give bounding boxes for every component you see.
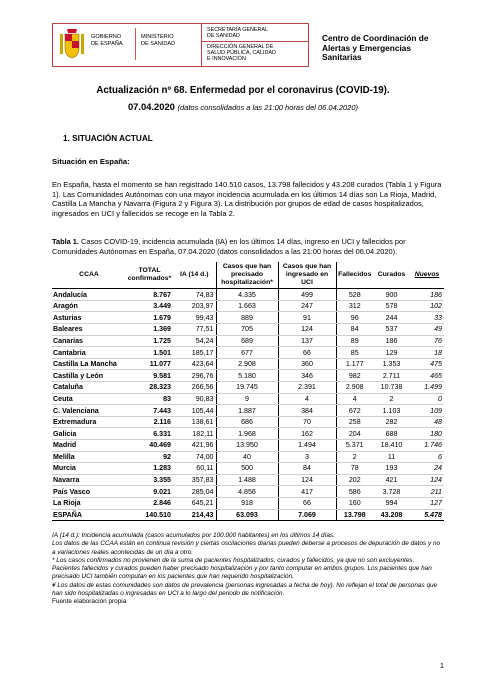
value-cell: 40.469 (126, 440, 173, 452)
value-cell: 74,83 (173, 289, 216, 301)
value-cell: 0 (410, 393, 444, 405)
value-cell: 76 (410, 335, 444, 347)
value-cell: 296,76 (173, 370, 216, 382)
summary-paragraph: En España, hasta el momento se han registrado 140.510 casos, 13.798 fallecidos y 43.208 curados (Tabla 1 y Figura 1). Las Comunidades Autónomas con una mayor incidencia acumulada en los últimos 14 días son La Rioja, Madrid, Castilla La Mancha y Navarra (Figura 2 y Figura 3). La distribución por grupos de edad de casos hospitalizados, ingresados en UCI y fallecidos se recoge en la Tabla 2. (52, 180, 442, 219)
table-row (52, 497, 444, 509)
value-cell: 186 (410, 289, 444, 301)
note: * Los casos confirmados no provienen de la suma de pacientes hospitalizados, curados y fallecidos, ya que no son excluyentes. Pacientes fallecidos y curados pueden haber precisado hospitalización y por tanto computar en ambos grupos. Los pacientes que han precisado UCI también computan en los pacientes que han requerido hospitalización. (52, 556, 432, 581)
value-cell: 11 (373, 451, 410, 463)
value-cell: 214,43 (173, 509, 216, 521)
report-date: 07.04.2020 (127, 101, 175, 112)
value-cell: 475 (410, 358, 444, 370)
value-cell: 89 (336, 335, 373, 347)
table-row (52, 428, 444, 440)
value-cell: 500 (216, 463, 278, 475)
table-caption (52, 237, 444, 256)
table-total-row (52, 509, 444, 521)
value-cell: 127 (410, 497, 444, 509)
page-number: 1 (439, 661, 444, 670)
ccaa-cell: Cantabria (52, 347, 126, 359)
value-cell: 421,96 (173, 440, 216, 452)
ccaa-cell: C. Valenciana (52, 405, 126, 417)
value-cell: 705 (216, 324, 278, 336)
value-cell: 13.950 (216, 440, 278, 452)
ccaa-cell: Baleares (52, 324, 126, 336)
value-cell: 4.335 (216, 289, 278, 301)
table-row (52, 440, 444, 452)
ccaa-cell: Castilla y León (52, 370, 126, 382)
value-cell: 60,11 (173, 463, 216, 475)
value-cell: 85 (336, 347, 373, 359)
value-cell: 645,21 (173, 497, 216, 509)
table-header-row (52, 262, 444, 289)
ccaa-cell: Murcia (52, 463, 126, 475)
table-caption-text: Casos COVID-19, incidencia acumulada (IA) en los últimos 14 días, ingreso en UCI y fallecidos por Comunidades Autónomas en España, 07.04.2020 (datos consolidados a las 21:00 horas del 06.04.2020). (52, 237, 406, 256)
value-cell: 137 (278, 335, 336, 347)
logo-divider (135, 28, 136, 60)
value-cell: 99,43 (173, 312, 216, 324)
ccaa-cell: Castilla La Mancha (52, 358, 126, 370)
value-cell: 70 (278, 416, 336, 428)
value-cell: 1.488 (216, 474, 278, 486)
value-cell: 124 (410, 474, 444, 486)
value-cell: 102 (410, 300, 444, 312)
value-cell: 63.093 (216, 509, 278, 521)
col-header: Nuevos (410, 262, 444, 289)
coat-of-arms-icon (59, 28, 85, 60)
value-cell: 83 (126, 393, 173, 405)
value-cell: 11.077 (126, 358, 173, 370)
value-cell: 2.846 (126, 497, 173, 509)
table-row (52, 335, 444, 347)
value-cell: 528 (336, 289, 373, 301)
value-cell: 66 (278, 497, 336, 509)
value-cell: 900 (373, 289, 410, 301)
value-cell: 3.355 (126, 474, 173, 486)
value-cell: 2.391 (278, 382, 336, 394)
value-cell: 1.353 (373, 358, 410, 370)
ccaa-cell: Extremadura (52, 416, 126, 428)
value-cell: 672 (336, 405, 373, 417)
value-cell: 9.581 (126, 370, 173, 382)
value-cell: 2.116 (126, 416, 173, 428)
subsection-heading: Situación en España: (52, 157, 130, 166)
value-cell: 1.725 (126, 335, 173, 347)
value-cell: 1.494 (278, 440, 336, 452)
value-cell: 2.908 (216, 358, 278, 370)
value-cell: 247 (278, 300, 336, 312)
col-header: TOTAL confirmados* (126, 262, 173, 289)
col-header: Fallecidos (336, 262, 373, 289)
table-row (52, 300, 444, 312)
value-cell: 96 (336, 312, 373, 324)
ccaes-label: Centro de Coordinación de Alertas y Emergencias Sanitarias (322, 33, 429, 62)
value-cell: 4.856 (216, 486, 278, 498)
value-cell: 124 (278, 324, 336, 336)
value-cell: 285,04 (173, 486, 216, 498)
value-cell: 6 (410, 451, 444, 463)
note: ¥ Los datos de estas comunidades son datos de prevalencia (personas ingresadas a fecha de hoy). No reflejan el total de personas que han sido hospitalizadas o ingresadas en UCI a lo largo del periodo de notificación. (52, 581, 438, 598)
value-cell: 182,11 (173, 428, 216, 440)
gobierno-label: GOBIERNO DE ESPAÑA (91, 34, 123, 47)
value-cell: 1.369 (126, 324, 173, 336)
secretaria-label: SECRETARÍA GENERAL DE SANIDAD (207, 27, 269, 40)
value-cell: 357,83 (173, 474, 216, 486)
government-logo (52, 23, 202, 67)
value-cell: 1.283 (126, 463, 173, 475)
table-row (52, 474, 444, 486)
value-cell: 499 (278, 289, 336, 301)
value-cell: 186 (373, 335, 410, 347)
table-row (52, 382, 444, 394)
value-cell: 5.478 (410, 509, 444, 521)
value-cell: 686 (216, 416, 278, 428)
value-cell: 1.103 (373, 405, 410, 417)
ccaa-cell: Asturias (52, 312, 126, 324)
value-cell: 211 (410, 486, 444, 498)
value-cell: 3.728 (373, 486, 410, 498)
note: IA (14 d.): Incidencia acumulada (casos acumulados por 100.000 habitantes) en los últimos 14 días. (52, 532, 335, 539)
value-cell: 24 (410, 463, 444, 475)
source-note: Fuente elaboración propia (52, 598, 127, 606)
box-divider (202, 41, 308, 42)
ccaa-cell: Ceuta (52, 393, 126, 405)
value-cell: 19.745 (216, 382, 278, 394)
value-cell: 105,44 (173, 405, 216, 417)
value-cell: 7.443 (126, 405, 173, 417)
value-cell: 78 (336, 463, 373, 475)
section-heading: 1. SITUACIÓN ACTUAL (63, 134, 153, 143)
value-cell: 1.746 (410, 440, 444, 452)
value-cell: 2.711 (373, 370, 410, 382)
value-cell: 266,56 (173, 382, 216, 394)
value-cell: 48 (410, 416, 444, 428)
col-header: IA (14 d.) (173, 262, 216, 289)
value-cell: 9.021 (126, 486, 173, 498)
report-date-line (0, 101, 486, 112)
value-cell: 13.798 (336, 509, 373, 521)
value-cell: 109 (410, 405, 444, 417)
value-cell: 417 (278, 486, 336, 498)
value-cell: 423,64 (173, 358, 216, 370)
ccaa-cell: Andalucía (52, 289, 126, 301)
ccaa-cell: Galicia (52, 428, 126, 440)
value-cell: 421 (373, 474, 410, 486)
table-row (52, 324, 444, 336)
ccaa-cell: ESPAÑA (52, 509, 126, 521)
value-cell: 282 (373, 416, 410, 428)
value-cell: 982 (336, 370, 373, 382)
value-cell: 688 (373, 428, 410, 440)
table-row (52, 405, 444, 417)
value-cell: 1.177 (336, 358, 373, 370)
value-cell: 1.679 (126, 312, 173, 324)
value-cell: 258 (336, 416, 373, 428)
value-cell: 129 (373, 347, 410, 359)
value-cell: 1.499 (410, 382, 444, 394)
value-cell: 586 (336, 486, 373, 498)
ccaa-cell: Madrid (52, 440, 126, 452)
value-cell: 204 (336, 428, 373, 440)
value-cell: 18 (410, 347, 444, 359)
value-cell: 66 (278, 347, 336, 359)
value-cell: 5.180 (216, 370, 278, 382)
value-cell: 28.323 (126, 382, 173, 394)
value-cell: 1.663 (216, 300, 278, 312)
value-cell: 203,97 (173, 300, 216, 312)
value-cell: 33 (410, 312, 444, 324)
value-cell: 92 (126, 451, 173, 463)
table-row (52, 486, 444, 498)
ministerio-label: MINISTERIO DE SANIDAD (141, 34, 176, 47)
col-header: Curados (373, 262, 410, 289)
value-cell: 346 (278, 370, 336, 382)
direccion-label: DIRECCIÓN GENERAL DE SALUD PÚBLICA, CALIDAD E INNOVACIÓN (207, 44, 276, 63)
table-row (52, 451, 444, 463)
col-header: Casos que han precisado hospitalización* (216, 262, 278, 289)
value-cell: 77,51 (173, 324, 216, 336)
value-cell: 193 (373, 463, 410, 475)
secretaria-box (201, 23, 309, 67)
value-cell: 537 (373, 324, 410, 336)
table-row (52, 358, 444, 370)
report-title: Actualización nº 68. Enfermedad por el coronavirus (COVID-19). (96, 85, 390, 96)
value-cell: 384 (278, 405, 336, 417)
ccaa-cell: Melilla (52, 451, 126, 463)
value-cell: 162 (278, 428, 336, 440)
ccaa-cell: Aragón (52, 300, 126, 312)
value-cell: 1.968 (216, 428, 278, 440)
value-cell: 994 (373, 497, 410, 509)
value-cell: 6.331 (126, 428, 173, 440)
table-row (52, 347, 444, 359)
ccaa-cell: La Rioja (52, 497, 126, 509)
value-cell: 9 (216, 393, 278, 405)
ccaa-table (52, 262, 444, 521)
ccaa-cell: Navarra (52, 474, 126, 486)
ccaa-cell: Canarias (52, 335, 126, 347)
table-notes (52, 532, 444, 607)
value-cell: 1.887 (216, 405, 278, 417)
table-caption-label: Tabla 1. (52, 237, 79, 246)
value-cell: 90,83 (173, 393, 216, 405)
value-cell: 5.371 (336, 440, 373, 452)
value-cell: 84 (278, 463, 336, 475)
table-row (52, 393, 444, 405)
table-row (52, 312, 444, 324)
value-cell: 3 (278, 451, 336, 463)
table-row (52, 416, 444, 428)
value-cell: 49 (410, 324, 444, 336)
value-cell: 185,17 (173, 347, 216, 359)
value-cell: 360 (278, 358, 336, 370)
value-cell: 124 (278, 474, 336, 486)
ccaa-cell: Cataluña (52, 382, 126, 394)
value-cell: 7.069 (278, 509, 336, 521)
value-cell: 677 (216, 347, 278, 359)
value-cell: 160 (336, 497, 373, 509)
value-cell: 202 (336, 474, 373, 486)
value-cell: 889 (216, 312, 278, 324)
value-cell: 578 (373, 300, 410, 312)
value-cell: 140.510 (126, 509, 173, 521)
value-cell: 138,61 (173, 416, 216, 428)
value-cell: 918 (216, 497, 278, 509)
value-cell: 244 (373, 312, 410, 324)
value-cell: 4 (336, 393, 373, 405)
col-header: Casos que han ingresado en UCI (278, 262, 336, 289)
value-cell: 18.410 (373, 440, 410, 452)
value-cell: 43.208 (373, 509, 410, 521)
value-cell: 2 (373, 393, 410, 405)
value-cell: 4 (278, 393, 336, 405)
value-cell: 3.449 (126, 300, 173, 312)
value-cell: 312 (336, 300, 373, 312)
value-cell: 2.908 (336, 382, 373, 394)
col-header: CCAA (52, 262, 126, 289)
value-cell: 180 (410, 428, 444, 440)
value-cell: 74,00 (173, 451, 216, 463)
report-date-note: (datos consolidados a las 21:00 horas del 06.04.2020) (177, 103, 359, 112)
value-cell: 8.767 (126, 289, 173, 301)
value-cell: 1.501 (126, 347, 173, 359)
value-cell: 2 (336, 451, 373, 463)
value-cell: 465 (410, 370, 444, 382)
table-row (52, 370, 444, 382)
table-row (52, 463, 444, 475)
table-row (52, 289, 444, 301)
value-cell: 10.738 (373, 382, 410, 394)
value-cell: 54,24 (173, 335, 216, 347)
value-cell: 84 (336, 324, 373, 336)
note: Los datos de las CCAA están en continua revisión y ciertas oscilaciones diarias pueden deberse a procesos de depuración de datos y no a variaciones reales acontecidas de un día a otro. (52, 540, 441, 556)
value-cell: 40 (216, 451, 278, 463)
value-cell: 91 (278, 312, 336, 324)
ccaa-cell: País Vasco (52, 486, 126, 498)
value-cell: 689 (216, 335, 278, 347)
